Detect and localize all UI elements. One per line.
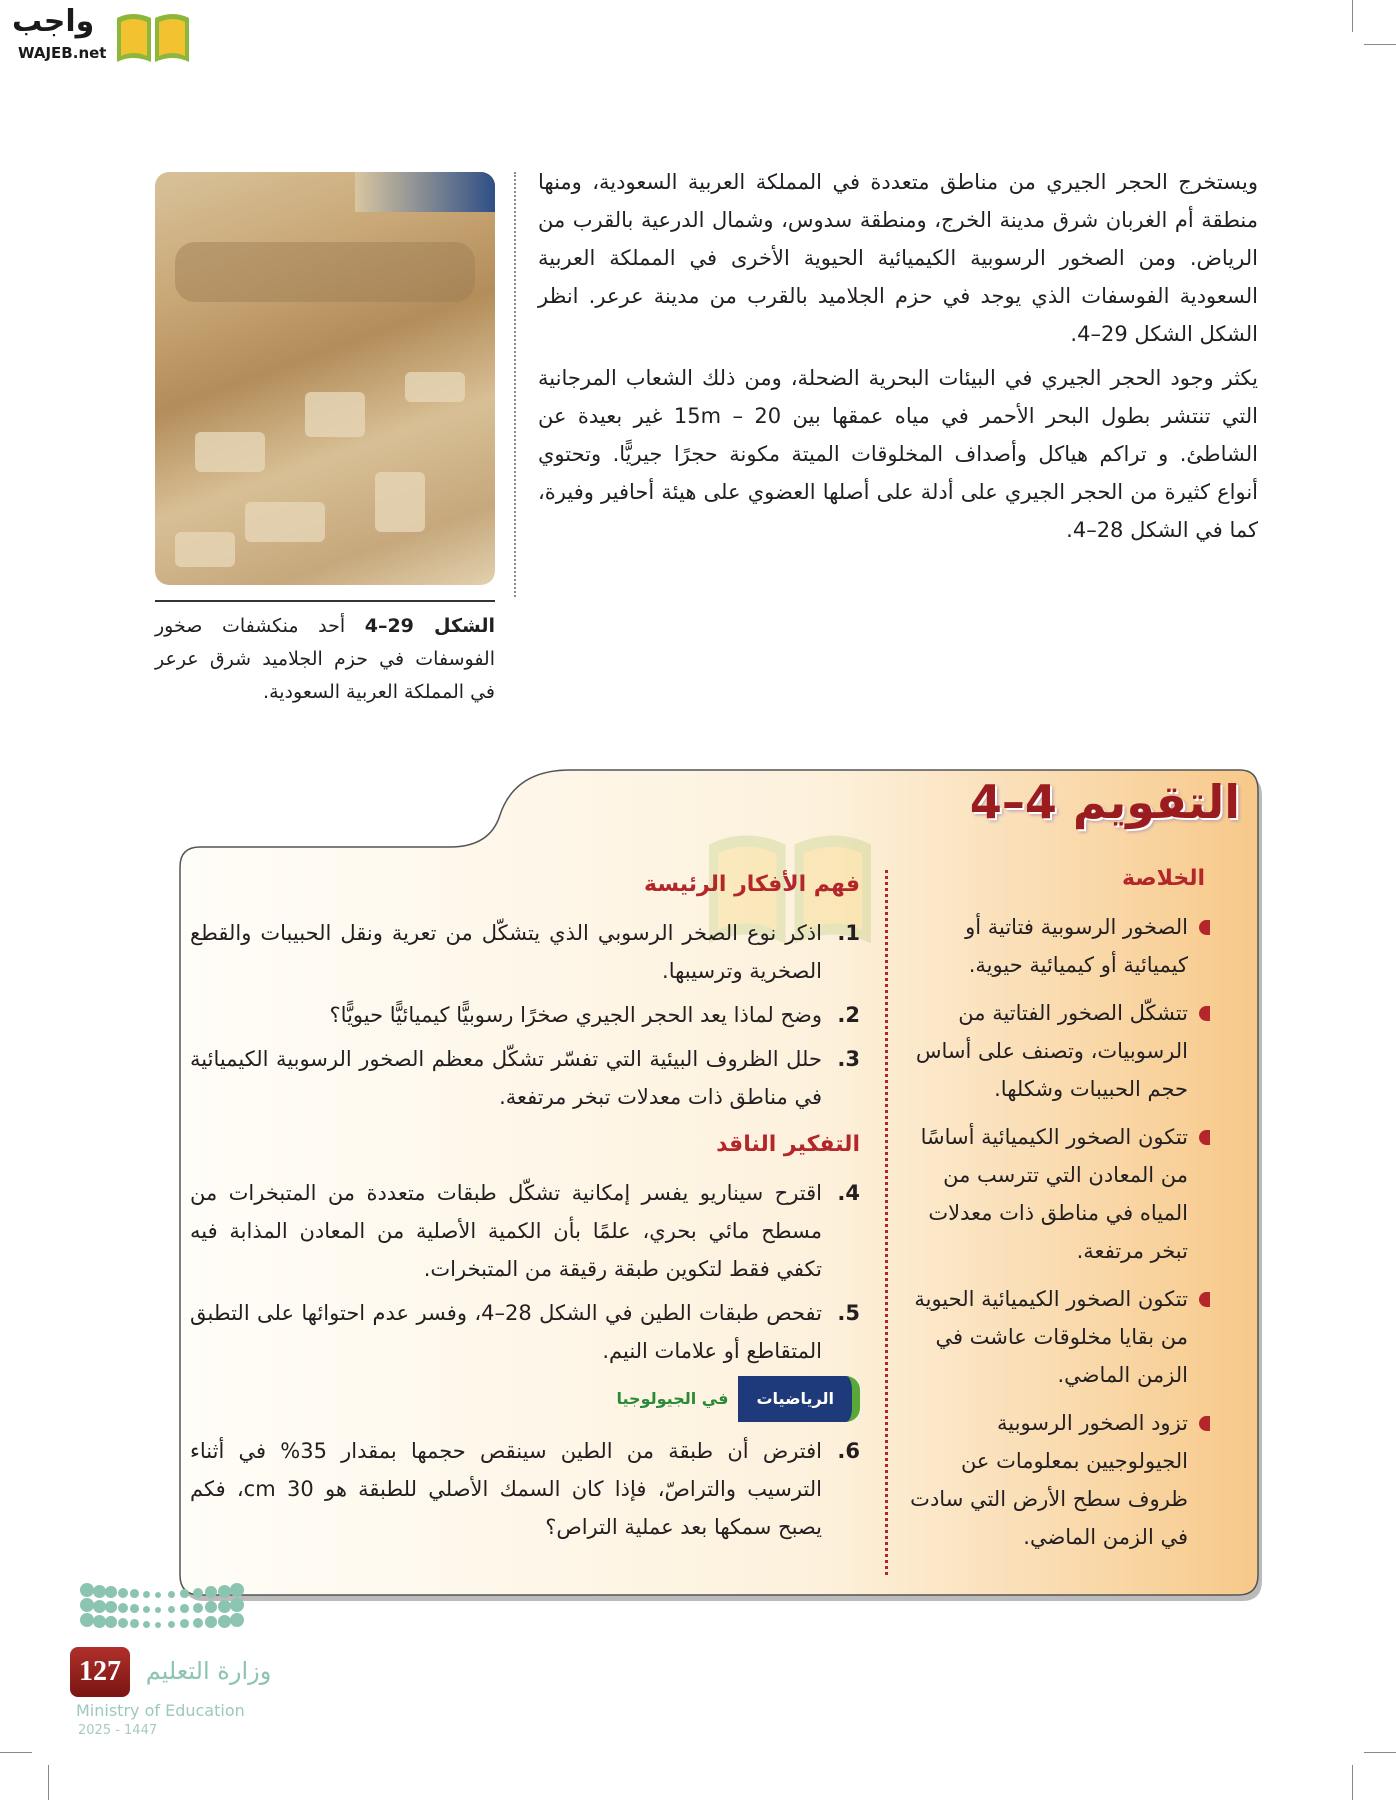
ministry-dot [143,1591,150,1598]
main-ideas-heading: فهم الأفكار الرئيسة [643,872,860,897]
ministry-dot [93,1585,106,1598]
ministry-dot [93,1600,106,1613]
page-number: 127 [70,1647,130,1697]
ministry-dot [168,1606,175,1613]
ministry-dot [130,1589,139,1598]
caption-text: أحد منكشفات صخور الفوسفات في حزم الجلاميد شرق عرعر في المملكة العربية السعودية. [155,615,495,703]
summary-list [900,908,1210,1566]
ministry-dot [105,1616,117,1628]
summary-item: الصخور الرسوبية فتاتية أو كيميائية أو كيميائية حيوية. [900,908,1210,984]
ministry-dot [130,1604,139,1613]
ministry-dot [118,1588,128,1598]
math-label: الرياضيات [738,1376,860,1422]
ministry-dot [205,1586,217,1598]
ministry-dot [118,1618,128,1628]
ministry-dot [118,1603,128,1613]
ministry-dot [218,1585,231,1598]
ministry-dot [230,1583,244,1597]
ministry-dot [230,1598,244,1612]
ministry-dot [155,1607,161,1613]
critical-thinking-heading: التفكير الناقد [716,1132,860,1157]
ministry-dot [218,1600,231,1613]
summary-heading: الخلاصة [1122,866,1205,891]
book-icon [113,8,193,64]
caption-rule [155,600,495,602]
summary-item: تتكون الصخور الكيميائية أساسًا من المعادن التي تترسب من المياه في مناطق ذات معدلات تبخر مرتفعة. [900,1118,1210,1270]
ministry-dot [180,1619,189,1628]
ministry-dot [205,1601,217,1613]
paragraph-1: ويستخرج الحجر الجيري من مناطق متعددة في المملكة العربية السعودية، ومنها منطقة أم الغربان شرق مدينة الخرج، ومنطقة سدوس، وشمال الدرعية بالقرب من الرياض. ومن الصخور الرسوبية الكيميائية الحيوية الأخرى في المملكة العربية السعودية الفوسفات الذي يوجد في حزم الجلاميد بالقرب من مدينة عرعر. انظر الشكل الشكل 29–4. [538,170,1258,346]
body-text [538,163,1258,555]
wajeb-logo[interactable] [8,4,193,66]
question-6: 6. افترض أن طبقة من الطين سينقص حجمها بمقدار 35% في أثناء الترسيب والتراصّ، فإذا كان السمك الأصلي للطبقة هو 30 cm، فكم يصبح سمكها بعد عملية التراص؟ [190,1439,860,1539]
logo-sub: WAJEB.net [18,44,107,62]
review-questions [190,866,860,1552]
paragraph-2: يكثر وجود الحجر الجيري في البيئات البحرية الضحلة، ومن ذلك الشعاب المرجانية التي تنتشر بطول البحر الأحمر في مياه عمقها بين 15m – 20 غير بعيدة عن الشاطئ. و تراكم هياكل وأصداف المخلوقات الميتة مكونة حجرًا جيريًّا. وتحتوي أنواع كثيرة من الحجر الجيري على أدلة على أصلها العضوي على هيئة أحافير وفيرة، كما في الشكل 28–4. [538,366,1258,542]
ministry-arabic: وزارة التعليم [145,1657,272,1685]
review-divider [885,870,888,1575]
ministry-dot [193,1588,203,1598]
ministry-dot [105,1601,117,1613]
ministry-logo [70,1575,290,1745]
question-4: 4. اقترح سيناريو يفسر إمكانية تشكّل طبقات متعددة من المتبخرات من مسطح مائي بحري، علمًا بأن الكمية الأصلية من المعادن المذابة فيه تكفي فقط لتكوين طبقة رقيقة من المتبخرات. [190,1181,860,1281]
ministry-dot [168,1621,175,1628]
question-1: 1. اذكر نوع الصخر الرسوبي الذي يتشكّل من تعرية ونقل الحبيبات والقطع الصخرية وترسيبها. [190,921,860,983]
ministry-dot [230,1613,244,1627]
logo-word: واجب [12,4,95,39]
phosphate-outcrop-photo [155,172,495,585]
math-sub: في الجيولوجيا [616,1389,729,1408]
ministry-dot [180,1604,189,1613]
ministry-dot [130,1619,139,1628]
ministry-dot [193,1603,203,1613]
question-2: 2. وضح لماذا يعد الحجر الجيري صخرًا رسوبيًّا كيميائيًّا حيويًّا؟ [329,1003,860,1027]
ministry-dot [218,1615,231,1628]
figure-caption [155,610,495,709]
ministry-dot [193,1618,203,1628]
summary-item: تزود الصخور الرسوبية الجيولوجيين بمعلومات عن ظروف سطح الأرض التي سادت في الزمن الماضي. [900,1404,1210,1556]
caption-label: الشكل 29–4 [364,615,496,637]
column-divider [514,172,516,597]
review-title: التقويم 4–4 [969,775,1240,829]
ministry-dot [143,1621,150,1628]
math-in-geology-banner [190,1376,860,1422]
summary-item: تتكون الصخور الكيميائية الحيوية من بقايا مخلوقات عاشت في الزمن الماضي. [900,1280,1210,1394]
ministry-dot [105,1586,117,1598]
ministry-dot [180,1589,189,1598]
ministry-dot [168,1591,175,1598]
ministry-dot [143,1606,150,1613]
ministry-english: Ministry of Education [76,1701,245,1720]
ministry-dot [93,1615,106,1628]
year: 2025 - 1447 [78,1723,158,1738]
summary-item: تتشكّل الصخور الفتاتية من الرسوبيات، وتصنف على أساس حجم الحبيبات وشكلها. [900,994,1210,1108]
question-3: 3. حلل الظروف البيئية التي تفسّر تشكّل معظم الصخور الرسوبية الكيميائية في مناطق ذات معدلات تبخر مرتفعة. [190,1047,860,1109]
ministry-dot [155,1622,161,1628]
ministry-dot [205,1616,217,1628]
ministry-dot [155,1592,161,1598]
question-5: 5. تفحص طبقات الطين في الشكل 28–4، وفسر عدم احتوائها على التطبق المتقاطع أو علامات النيم. [190,1301,860,1363]
